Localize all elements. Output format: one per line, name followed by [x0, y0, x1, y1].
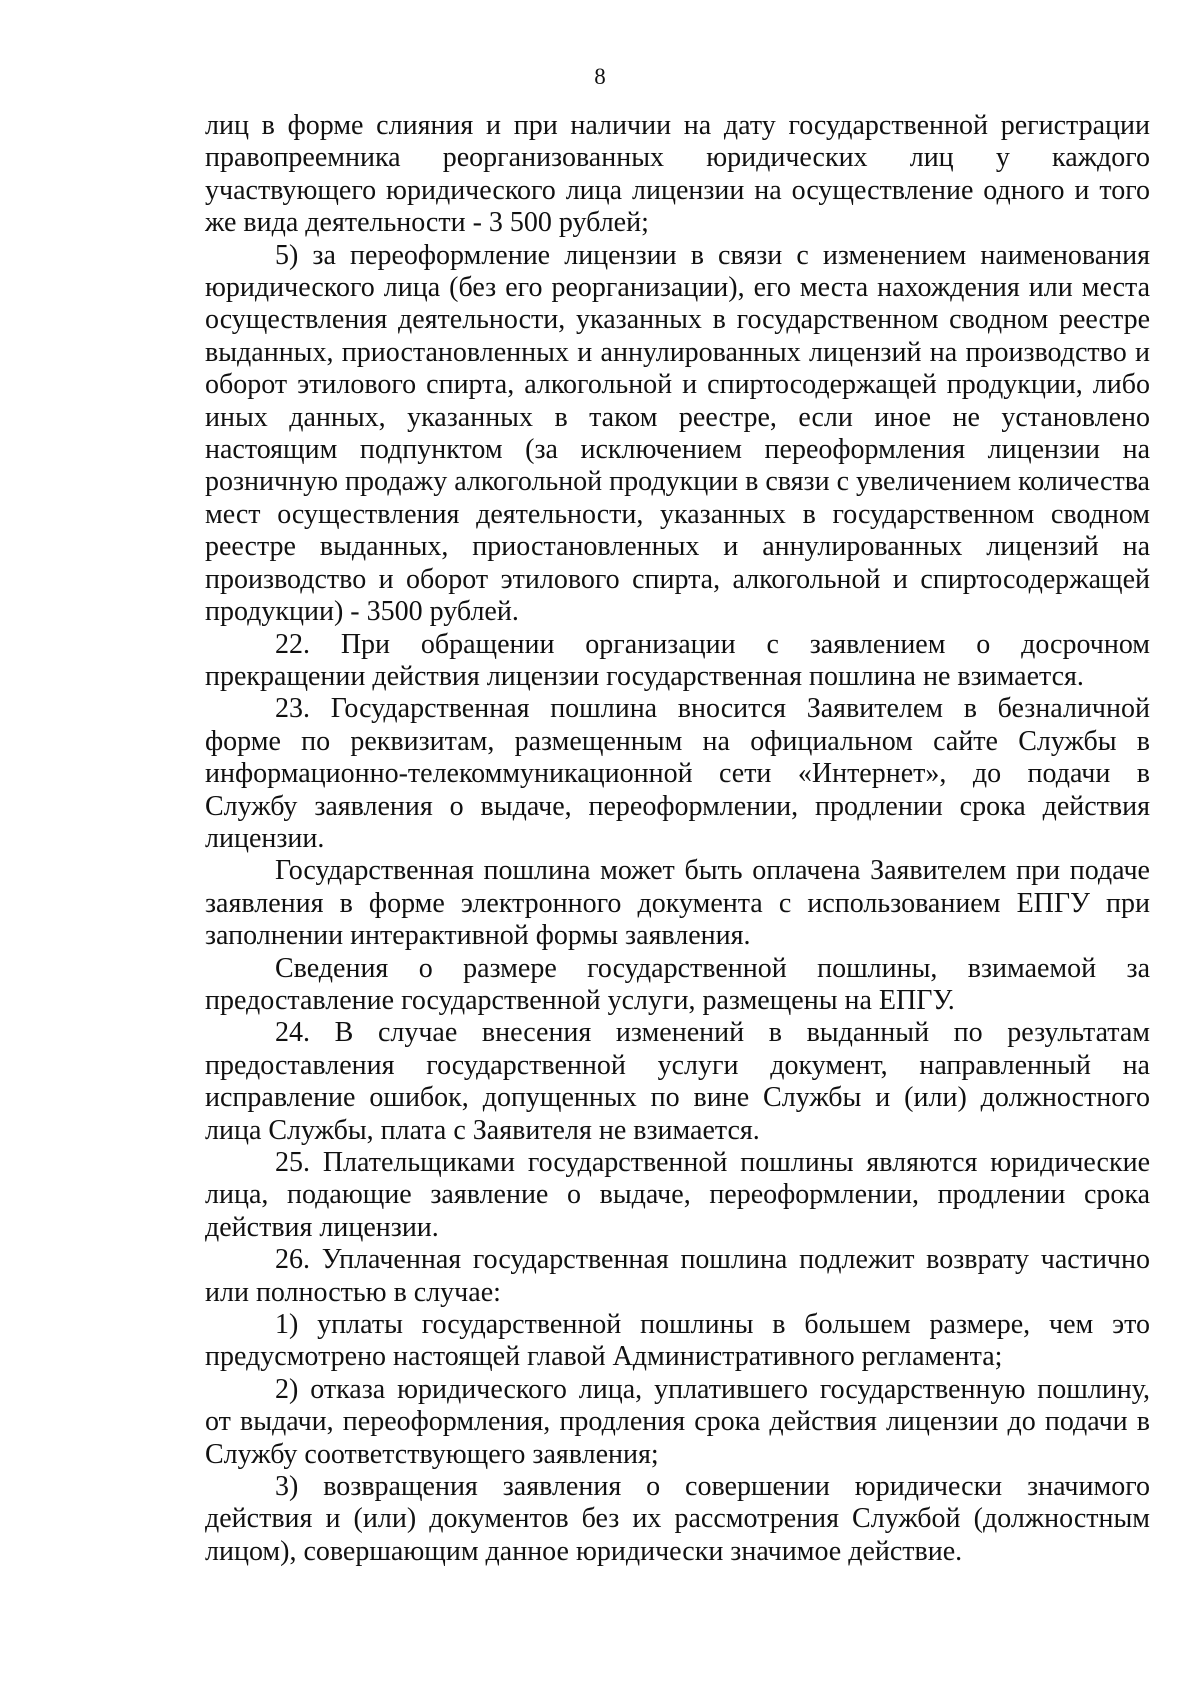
- paragraph-26-item-2: 2) отказа юридического лица, уплатившего государственную пошлину, от выдачи, переоформления, продления срока действия лицензии до подачи в Службу соответствующего заявления;: [205, 1373, 1150, 1470]
- document-body: [205, 110, 1150, 1568]
- paragraph-continuation: лиц в форме слияния и при наличии на дату государственной регистрации правопреемника реорганизованных юридических лиц у каждого участвующего юридического лица лицензии на осуществление одного и того же вида деятельности - 3 500 рублей;: [205, 110, 1150, 239]
- paragraph-23-payment-epgu: Государственная пошлина может быть оплачена Заявителем при подаче заявления в форме электронного документа с использованием ЕПГУ при заполнении интерактивной формы заявления.: [205, 855, 1150, 952]
- paragraph-25: 25. Плательщиками государственной пошлины являются юридические лица, подающие заявление о выдаче, переоформлении, продлении срока действия лицензии.: [205, 1147, 1150, 1243]
- paragraph-23-fee-info: Сведения о размере государственной пошлины, взимаемой за предоставление государственной услуги, размещены на ЕПГУ.: [205, 952, 1150, 1016]
- paragraph-26: 26. Уплаченная государственная пошлина подлежит возврату частично или полностью в случае:: [205, 1244, 1150, 1308]
- paragraph-22: 22. При обращении организации с заявлением о досрочном прекращении действия лицензии государственная пошлина не взимается.: [205, 628, 1150, 692]
- paragraph-26-item-1: 1) уплаты государственной пошлины в большем размере, чем это предусмотрено настоящей главой Административного регламента;: [205, 1309, 1150, 1373]
- paragraph-26-item-3: 3) возвращения заявления о совершении юридически значимого действия и (или) документов без их рассмотрения Службой (должностным лицом), совершающим данное юридически значимое действие.: [205, 1471, 1150, 1567]
- paragraph-24: 24. В случае внесения изменений в выданный по результатам предоставления государственной услуги документ, направленный на исправление ошибок, допущенных по вине Службы и (или) должностного лица Службы, плата с Заявителя не взимается.: [205, 1017, 1150, 1146]
- page-number: 8: [594, 64, 606, 89]
- paragraph-23: 23. Государственная пошлина вносится Заявителем в безналичной форме по реквизитам, размещенным на официальном сайте Службы в информационно-телекоммуникационной сети «Интернет», до подачи в Службу заявления о выдаче, переоформлении, продлении срока действия лицензии.: [205, 693, 1150, 854]
- paragraph-item-5: 5) за переоформление лицензии в связи с изменением наименования юридического лица (без его реорганизации), его места нахождения или места осуществления деятельности, указанных в государственном сводном реестре выданных, приостановленных и аннулированных лицензий на производство и оборот этилового спирта, алкогольной и спиртосодержащей продукции, либо иных данных, указанных в таком реестре, если иное не установлено настоящим подпунктом (за исключением переоформления лицензии на розничную продажу алкогольной продукции в связи с увеличением количества мест осуществления деятельности, указанных в государственном сводном реестре выданных, приостановленных и аннулированных лицензий на производство и оборот этилового спирта, алкогольной и спиртосодержащей продукции) - 3500 рублей.: [205, 239, 1150, 628]
